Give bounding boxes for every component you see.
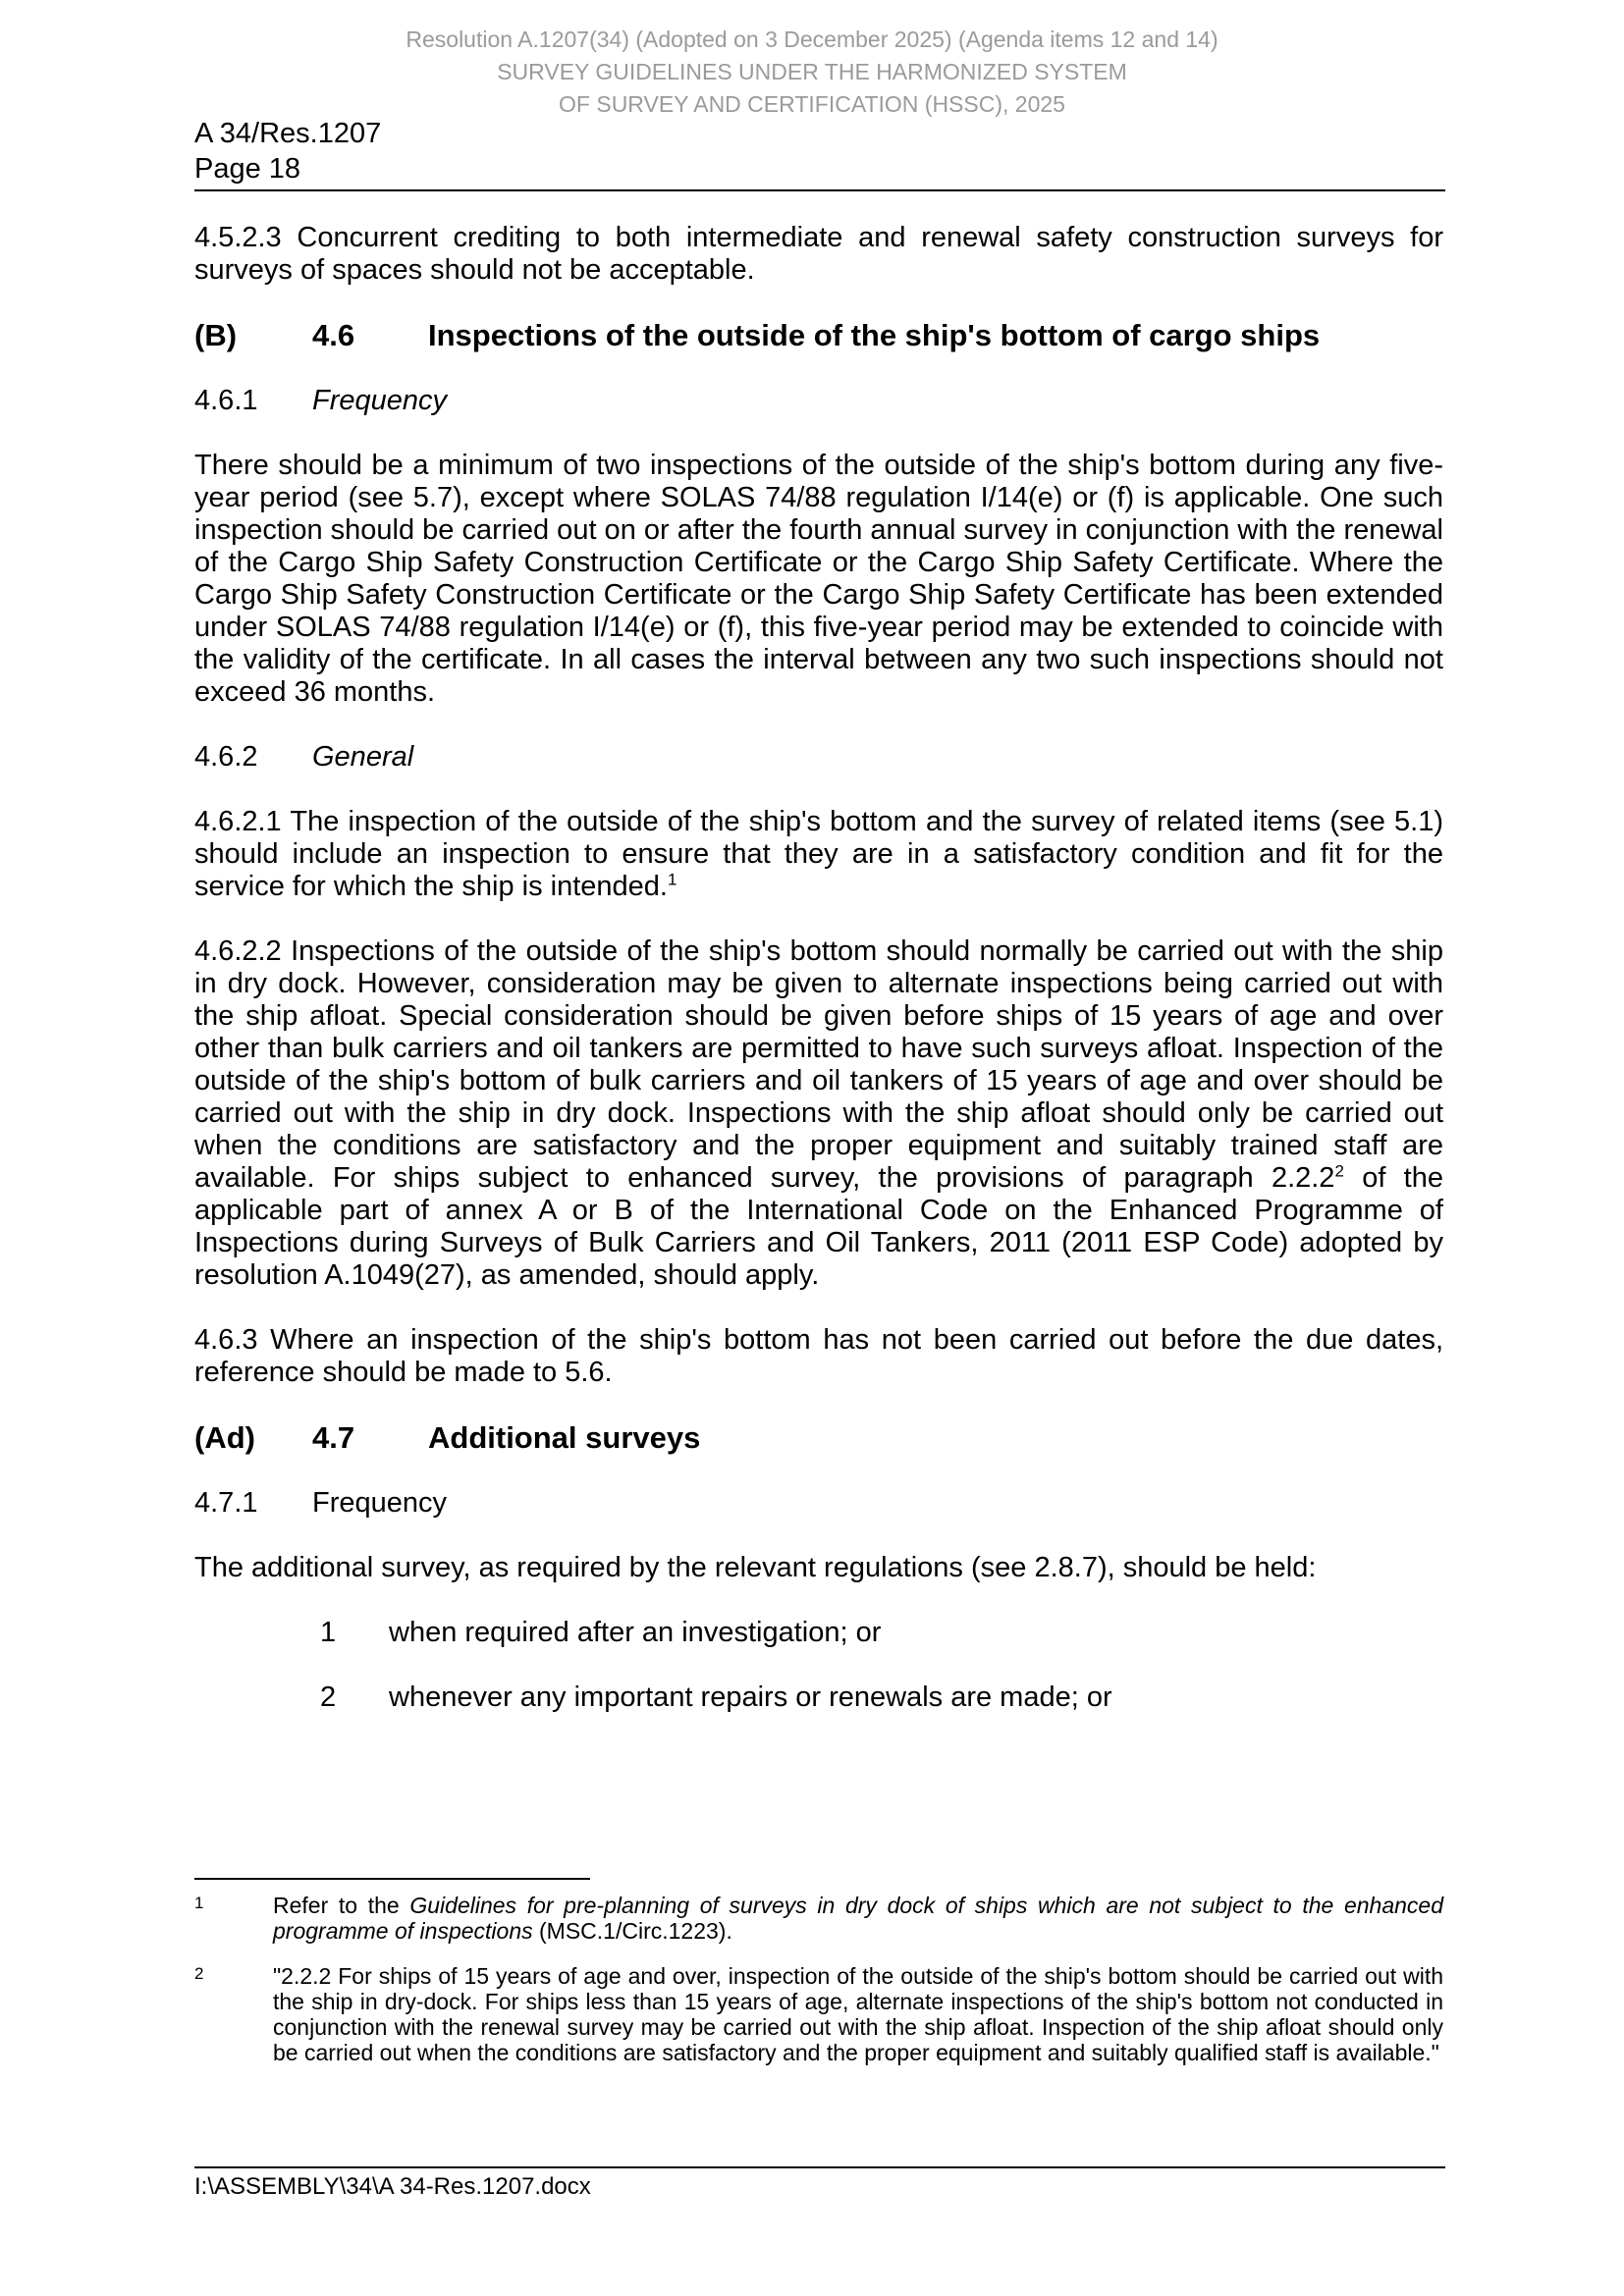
- resolution-watermark: [0, 24, 1624, 121]
- footnote-text-tail: (MSC.1/Circ.1223).: [532, 1918, 732, 1944]
- paragraph-4-6-2-2: [194, 935, 1443, 1292]
- subsection-title: General: [312, 741, 414, 773]
- footnotes: [194, 1893, 1443, 2085]
- section-title: Inspections of the outside of the ship's bottom of cargo ships: [428, 318, 1321, 352]
- subsection-heading-4-6-2: [194, 741, 1443, 774]
- document-reference: A 34/Res.1207: [194, 118, 382, 149]
- list-item-number: 2: [320, 1682, 337, 1713]
- paragraph-4-5-2-3: 4.5.2.3 Concurrent crediting to both intermediate and renewal safety construction surveys for surveys of spaces should not be acceptable.: [194, 222, 1443, 286]
- watermark-line-1: Resolution A.1207(34) (Adopted on 3 December 2025) (Agenda items 12 and 14): [406, 27, 1218, 52]
- paragraph-4-7-1: The additional survey, as required by the relevant regulations (see 2.8.7), should be held:: [194, 1552, 1317, 1583]
- footnote-text: "2.2.2 For ships of 15 years of age and over, inspection of the outside of the ship's bottom should be carried out with the ship in dry-dock. For ships less than 15 years of age, alternate inspections of the ship's bottom not conducted in conjunction with the renewal survey may be carried out with the ship afloat. Inspection of the ship afloat should only be carried out when the conditions are satisfactory and the proper equipment and suitably qualified staff is available.": [273, 1963, 1443, 2065]
- section-heading-4-7: [194, 1420, 1443, 1456]
- subsection-title: Frequency: [312, 385, 448, 416]
- page-header: [194, 116, 381, 187]
- footnote-1: [194, 1893, 1443, 1944]
- subsection-heading-4-7-1: [194, 1487, 1443, 1520]
- subsection-heading-4-6-1: [194, 385, 1443, 417]
- referenced-guidelines-title: Guidelines for pre-planning of surveys in dry dock of ships which are not subject to the enhanced programme of inspections: [273, 1893, 1443, 1944]
- section-code: (Ad): [194, 1420, 255, 1455]
- watermark-line-2: SURVEY GUIDELINES UNDER THE HARMONIZED SYSTEM: [497, 59, 1127, 84]
- footnote-2: [194, 1963, 1443, 2065]
- footnote-separator: [194, 1878, 590, 1880]
- section-number: 4.7: [312, 1420, 355, 1455]
- header-rule: [194, 189, 1445, 191]
- list-item: [194, 1682, 1443, 1714]
- paragraph-text: 4.6.2.1 The inspection of the outside of the ship's bottom and the survey of related items (see 5.1) should include an inspection to ensure that they are in a satisfactory condition and fit for the service for which the ship is intended.: [194, 806, 1443, 902]
- subsection-number: 4.7.1: [194, 1487, 258, 1519]
- footnote-reference-2[interactable]: 2: [1334, 1161, 1344, 1181]
- section-number: 4.6: [312, 318, 355, 352]
- footnote-text: [273, 1893, 1443, 1944]
- paragraph-4-6-3: 4.6.3 Where an inspection of the ship's bottom has not been carried out before the due dates, reference should be made to 5.6.: [194, 1324, 1443, 1388]
- list-item-number: 1: [320, 1617, 337, 1648]
- paragraph-text-continued: of the applicable part of annex A or B of the International Code on the Enhanced Programme of Inspections during Surveys of Bulk Carriers and Oil Tankers, 2011 (2011 ESP Code) adopted by resolution A.1049(27), as amended, should apply.: [194, 1162, 1443, 1291]
- list-item: [194, 1617, 1443, 1649]
- section-title: Additional surveys: [428, 1420, 701, 1455]
- file-path: I:\ASSEMBLY\34\A 34-Res.1207.docx: [194, 2173, 591, 2200]
- footer-rule: [194, 2166, 1445, 2168]
- subsection-title: Frequency: [312, 1487, 448, 1519]
- paragraph-4-6-2-1: [194, 806, 1443, 903]
- document-body: [194, 222, 1443, 1714]
- footnote-reference-1[interactable]: 1: [667, 870, 677, 889]
- footnote-text-lead: Refer to the: [273, 1893, 410, 1918]
- page-number: Page 18: [194, 153, 301, 185]
- list-item-text: when required after an investigation; or: [389, 1617, 882, 1648]
- footnote-mark: 1: [194, 1894, 204, 1912]
- section-code: (B): [194, 318, 238, 352]
- subsection-number: 4.6.2: [194, 741, 258, 773]
- watermark-line-3: OF SURVEY AND CERTIFICATION (HSSC), 2025: [559, 91, 1065, 117]
- list-item-text: whenever any important repairs or renewals are made; or: [389, 1682, 1112, 1713]
- footnote-mark: 2: [194, 1964, 204, 1983]
- subsection-number: 4.6.1: [194, 385, 258, 416]
- paragraph-4-6-1: There should be a minimum of two inspections of the outside of the ship's bottom during any five-year period (see 5.7), except where SOLAS 74/88 regulation I/14(e) or (f) is applicable. One such inspection should be carried out on or after the fourth annual survey in conjunction with the renewal of the Cargo Ship Safety Construction Certificate or the Cargo Ship Safety Certificate. Where the Cargo Ship Safety Construction Certificate or the Cargo Ship Safety Certificate has been extended under SOLAS 74/88 regulation I/14(e) or (f), this five-year period may be extended to coincide with the validity of the certificate. In all cases the interval between any two such inspections should not exceed 36 months.: [194, 450, 1443, 708]
- section-heading-4-6: [194, 318, 1443, 353]
- paragraph-text: 4.6.2.2 Inspections of the outside of the ship's bottom should normally be carried out with the ship in dry dock. However, consideration may be given to alternate inspections being carried out with the ship afloat. Special consideration should be given before ships of 15 years of age and over other than bulk carriers and oil tankers are permitted to have such surveys afloat. Inspection of the outside of the ship's bottom of bulk carriers and oil tankers of 15 years of age and over should be carried out with the ship in dry dock. Inspections with the ship afloat should only be carried out when the conditions are satisfactory and the proper equipment and suitably trained staff are available. For ships subject to enhanced survey, the provisions of paragraph 2.2.2: [194, 935, 1443, 1194]
